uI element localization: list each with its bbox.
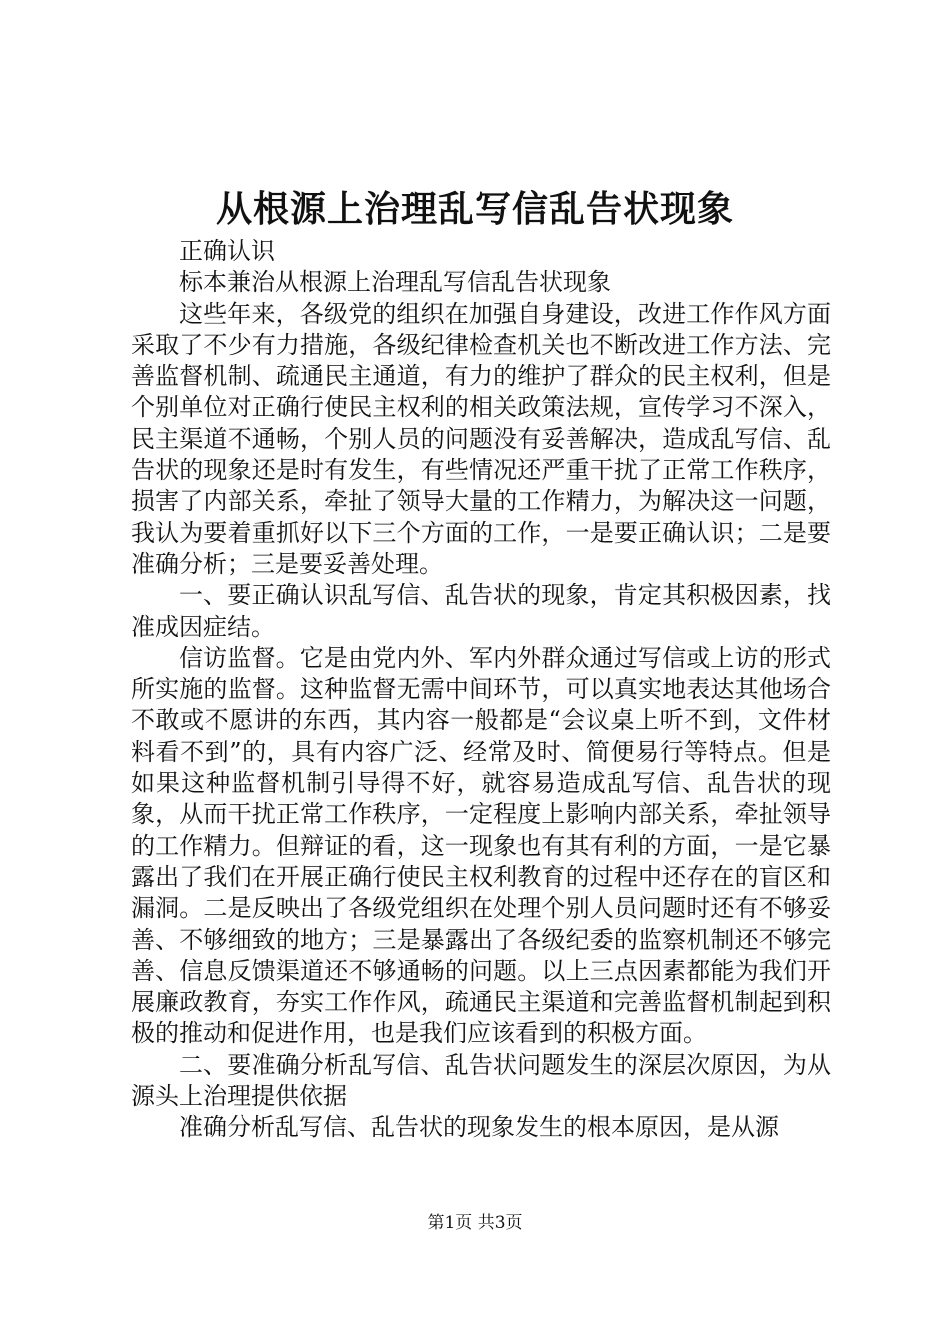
page-number-footer: 第1页 共3页 <box>427 1213 523 1233</box>
document-body <box>131 236 831 1144</box>
paragraph-intro: 这些年来，各级党的组织在加强自身建设，改进工作作风方面采取了不少有力措施，各级纪律检查机关也不断改进工作方法、完善监督机制、疏通民主通道，有力的维护了群众的民主权利，但是个别单位对正确行使民主权利的相关政策法规，宣传学习不深入，民主渠道不通畅，个别人员的问题没有妥善解决，造成乱写信、乱告状的现象还是时有发生，有些情况还严重干扰了正常工作秩序，损害了内部关系，牵扯了领导大量的工作精力，为解决这一问题，我认为要着重抓好以下三个方面的工作，一是要正确认识；二是要准确分析；三是要妥善处理。 <box>131 299 831 578</box>
section-heading-2: 二、要准确分析乱写信、乱告状问题发生的深层次原因，为从源头上治理提供依据 <box>131 1050 831 1111</box>
paragraph-subtitle-1: 正确认识 <box>179 237 275 265</box>
section-heading-1: 一、要正确认识乱写信、乱告状的现象，肯定其积极因素，找准成因症结。 <box>131 581 831 641</box>
paragraph-section-2: 准确分析乱写信、乱告状的现象发生的根本原因，是从源 <box>179 1113 779 1142</box>
paragraph-section-1: 信访监督。它是由党内外、军内外群众通过写信或上访的形式所实施的监督。这种监督无需中间环节，可以真实地表达其他场合不敢或不愿讲的东西，其内容一般都是“会议桌上听不到，文件材料看不到”的，具有内容广泛、经常及时、简便易行等特点。但是如果这种监督机制引导得不好，就容易造成乱写信、乱告状的现象，从而干扰正常工作秩序，一定程度上影响内部关系，牵扯领导的工作精力。但辩证的看，这一现象也有其有利的方面，一是它暴露出了我们在开展正确行使民主权利教育的过程中还存在的盲区和漏洞。二是反映出了各级党组织在处理个别人员问题时还有不够妥善、不够细致的地方；三是暴露出了各级纪委的监察机制还不够完善、信息反馈渠道还不够通畅的问题。以上三点因素都能为我们开展廉政教育，夯实工作作风，疏通民主渠道和完善监督机制起到积极的推动和促进作用，也是我们应该看到的积极方面。 <box>131 643 831 1048</box>
document-title: 从根源上治理乱写信乱告状现象 <box>215 188 734 230</box>
paragraph-subtitle-2: 标本兼治从根源上治理乱写信乱告状现象 <box>179 268 611 297</box>
